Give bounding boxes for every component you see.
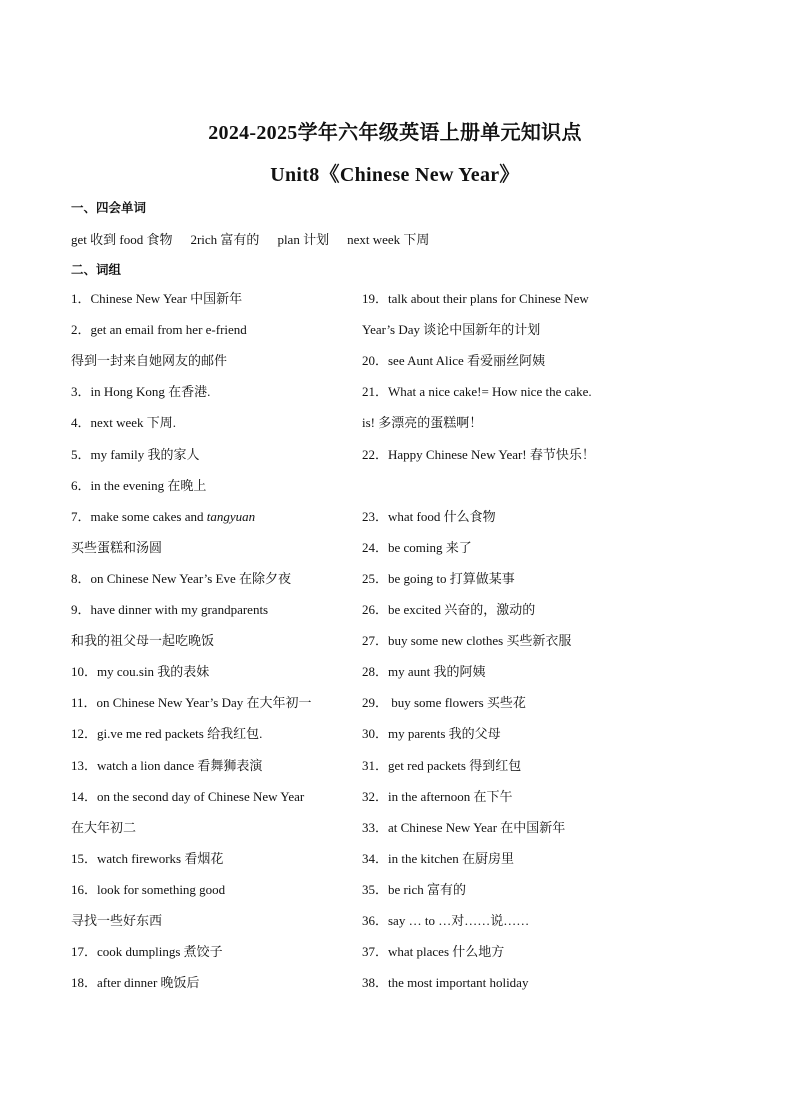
phrase-line: 2．get an email from her e-friend <box>71 322 247 338</box>
phrase-line: 11．on Chinese New Year’s Day 在大年初一 <box>71 695 312 711</box>
phrase-line: 20．see Aunt Alice 看爱丽丝阿姨 <box>362 353 546 369</box>
phrase-line: 32．in the afternoon 在下午 <box>362 788 513 804</box>
phrase-line: 7．make some cakes and tangyuan <box>71 508 256 524</box>
phrase-line: 35．be rich 富有的 <box>362 881 466 897</box>
phrase-line: 19．talk about their plans for Chinese New <box>362 291 589 306</box>
phrase-line: 25．be going to 打算做某事 <box>362 570 515 586</box>
phrase-line: 12．gi.ve me red packets 给我红包. <box>71 726 263 742</box>
phrase-line: 27．buy some new clothes 买些新衣服 <box>362 633 572 649</box>
vocab-word: plan 计划 <box>277 232 330 247</box>
phrase-line: 17．cook dumplings 煮饺子 <box>71 944 223 960</box>
phrase-line: 4．next week 下周. <box>71 415 177 431</box>
phrase-line: 33．at Chinese New Year 在中国新年 <box>362 819 566 835</box>
vocabulary-line <box>71 229 429 248</box>
phrase-line: 买些蛋糕和汤圆 <box>71 539 163 555</box>
phrase-line: 26．be excited 兴奋的，激动的 <box>362 602 536 617</box>
phrase-line: 21．What a nice cake!= How nice the cake. <box>362 384 592 400</box>
vocab-word: 2rich 富有的 <box>190 232 260 247</box>
phrase-line: 寻找一些好东西 <box>71 913 163 928</box>
vocab-word: next week 下周 <box>347 232 430 247</box>
phrase-line: 34．in the kitchen 在厨房里 <box>362 850 515 866</box>
unit-title: Unit8《Chinese New Year》 <box>270 164 520 186</box>
page-title: 2024-2025学年六年级英语上册单元知识点 <box>208 122 582 144</box>
phrase-line: 38．the most important holiday <box>362 975 529 991</box>
phrase-line: 29． buy some flowers 买些花 <box>362 695 526 711</box>
phrase-line: 在大年初二 <box>71 819 137 835</box>
phrase-line: 28．my aunt 我的阿姨 <box>362 664 486 680</box>
phrase-line: 得到一封来自她网友的邮件 <box>71 353 228 369</box>
phrase-line: 36．say … to …对……说…… <box>362 913 530 928</box>
phrase-line: 1．Chinese New Year 中国新年 <box>71 291 243 306</box>
phrase-line: 和我的祖父母一起吃晚饭 <box>71 633 215 649</box>
phrase-line: 14．on the second day of Chinese New Year <box>71 788 305 804</box>
section-heading-vocabulary: 一、四会单词 <box>71 200 147 215</box>
phrase-line: 31．get red packets 得到红包 <box>362 757 522 773</box>
phrase-line: 37．what places 什么地方 <box>362 944 505 960</box>
phrase-line: 10．my cou.sin 我的表妹 <box>71 664 210 680</box>
pinyin-word: tangyuan <box>206 508 256 524</box>
phrase-line: 6．in the evening 在晚上 <box>71 477 207 493</box>
phrase-line: 22．Happy Chinese New Year! 春节快乐！ <box>362 446 595 462</box>
phrase-line: 24．be coming 来了 <box>362 539 472 555</box>
phrase-line: 3．in Hong Kong 在香港. <box>71 384 211 400</box>
phrase-line: 23．what food 什么食物 <box>362 508 496 524</box>
phrase-line: 15．watch fireworks 看烟花 <box>71 850 224 866</box>
phrase-line: 5．my family 我的家人 <box>71 446 200 462</box>
vocab-word: get 收到 food 食物 <box>71 232 173 247</box>
phrase-line: 30．my parents 我的父母 <box>362 726 501 742</box>
phrase-line: Year’s Day 谈论中国新年的计划 <box>362 322 541 338</box>
phrase-line: is! 多漂亮的蛋糕啊！ <box>362 415 483 431</box>
phrase-line: 8．on Chinese New Year’s Eve 在除夕夜 <box>71 570 292 586</box>
section-heading-phrases: 二、词组 <box>71 262 122 277</box>
phrase-line: 9．have dinner with my grandparents <box>71 602 269 617</box>
phrase-line: 16．look for something good <box>71 881 226 897</box>
phrase-line: 18．after dinner 晚饭后 <box>71 975 200 991</box>
phrase-line: 13．watch a lion dance 看舞狮表演 <box>71 757 263 773</box>
